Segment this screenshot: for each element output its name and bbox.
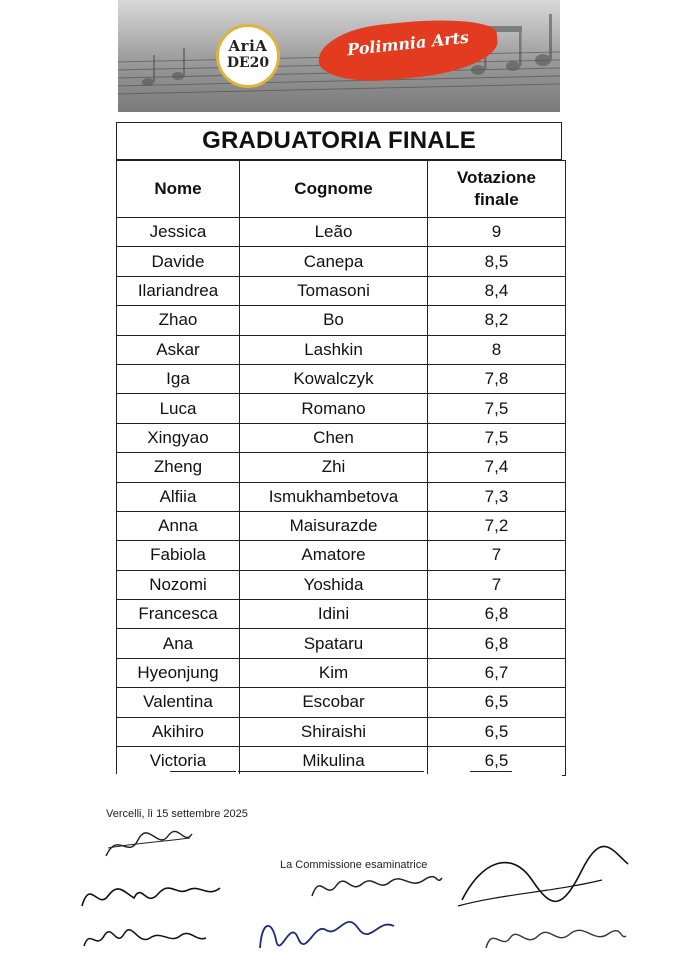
cell-name: Alfiia [117, 482, 240, 511]
cell-name: Fabiola [117, 541, 240, 570]
signature-5 [254, 900, 404, 956]
underline-stroke [238, 771, 424, 772]
cell-score: 6,8 [428, 629, 566, 658]
signature-7 [480, 918, 630, 958]
header-banner [118, 0, 560, 112]
table-row [117, 335, 566, 364]
cell-name: Zheng [117, 453, 240, 482]
cell-name: Askar [117, 335, 240, 364]
polimnia-arts-logo-text: Polimnia Arts [346, 27, 470, 60]
cell-name: Ana [117, 629, 240, 658]
table-row [117, 306, 566, 335]
cell-surname: Bo [240, 306, 428, 335]
signature-1 [98, 820, 198, 868]
cell-score: 6,5 [428, 688, 566, 717]
signature-2 [76, 868, 226, 918]
cell-name: Davide [117, 247, 240, 276]
header-score [428, 161, 566, 218]
cell-score: 7 [428, 541, 566, 570]
cell-score: 8,2 [428, 306, 566, 335]
table-row [117, 364, 566, 393]
cell-surname: Leão [240, 218, 428, 247]
table-row [117, 247, 566, 276]
cell-score: 7,5 [428, 423, 566, 452]
table-cutoff-mask [116, 774, 562, 788]
table-row [117, 276, 566, 305]
cell-name: Nozomi [117, 570, 240, 599]
header-surname: Cognome [240, 161, 428, 218]
logo-text-line2: DE20 [226, 55, 270, 71]
table-row [117, 511, 566, 540]
cell-surname: Shiraishi [240, 717, 428, 746]
table-row [117, 423, 566, 452]
commission-label: La Commissione esaminatrice [280, 859, 428, 871]
cell-surname: Yoshida [240, 570, 428, 599]
table-row [117, 629, 566, 658]
cell-score: 8 [428, 335, 566, 364]
table-row [117, 218, 566, 247]
table-title: GRADUATORIA FINALE [116, 122, 562, 160]
cell-score: 7,5 [428, 394, 566, 423]
cell-score: 6,8 [428, 600, 566, 629]
header-name: Nome [117, 161, 240, 218]
cell-surname: Idini [240, 600, 428, 629]
cell-surname: Kim [240, 658, 428, 687]
cell-score: 7,4 [428, 453, 566, 482]
cell-surname: Maisurazde [240, 511, 428, 540]
cell-name: Victoria [117, 747, 240, 776]
table-row [117, 541, 566, 570]
cell-name: Francesca [117, 600, 240, 629]
cell-name: Iga [117, 364, 240, 393]
cell-surname: Zhi [240, 453, 428, 482]
cell-surname: Mikulina [240, 747, 428, 776]
cell-surname: Romano [240, 394, 428, 423]
cell-score: 6,5 [428, 717, 566, 746]
aria-de20-logo [216, 24, 280, 88]
cell-name: Valentina [117, 688, 240, 717]
cell-name: Hyeonjung [117, 658, 240, 687]
cell-name: Zhao [117, 306, 240, 335]
cell-name: Jessica [117, 218, 240, 247]
table-body [117, 218, 566, 776]
underline-stroke [170, 771, 236, 772]
underline-stroke [470, 771, 512, 772]
cell-surname: Canepa [240, 247, 428, 276]
cell-surname: Escobar [240, 688, 428, 717]
table-row [117, 600, 566, 629]
table-row [117, 570, 566, 599]
table-row [117, 482, 566, 511]
table-row [117, 453, 566, 482]
place-date: Vercelli, lì 15 settembre 2025 [106, 808, 248, 820]
ranking-table-container [116, 122, 562, 776]
cell-score: 8,5 [428, 247, 566, 276]
ranking-table [116, 160, 566, 776]
cell-name: Luca [117, 394, 240, 423]
cell-name: Akihiro [117, 717, 240, 746]
cell-surname: Tomasoni [240, 276, 428, 305]
cell-score: 9 [428, 218, 566, 247]
cell-score: 7,2 [428, 511, 566, 540]
cell-score: 7,8 [428, 364, 566, 393]
table-row [117, 394, 566, 423]
cell-score: 7,3 [428, 482, 566, 511]
cell-surname: Kowalczyk [240, 364, 428, 393]
cell-name: Anna [117, 511, 240, 540]
cell-score: 6,7 [428, 658, 566, 687]
signature-3 [80, 920, 210, 956]
cell-surname: Chen [240, 423, 428, 452]
table-header-row [117, 161, 566, 218]
cell-score: 7 [428, 570, 566, 599]
cell-surname: Ismukhambetova [240, 482, 428, 511]
cell-surname: Lashkin [240, 335, 428, 364]
cell-name: Xingyao [117, 423, 240, 452]
cell-name: Ilariandrea [117, 276, 240, 305]
cell-score: 6,5 [428, 747, 566, 776]
cell-surname: Amatore [240, 541, 428, 570]
table-row [117, 688, 566, 717]
cell-surname: Spataru [240, 629, 428, 658]
table-row [117, 658, 566, 687]
table-row [117, 717, 566, 746]
header-score-label: Votazione finale [456, 168, 537, 209]
signature-6 [452, 840, 632, 920]
cell-score: 8,4 [428, 276, 566, 305]
logo-text-line1: AriA [228, 37, 268, 55]
